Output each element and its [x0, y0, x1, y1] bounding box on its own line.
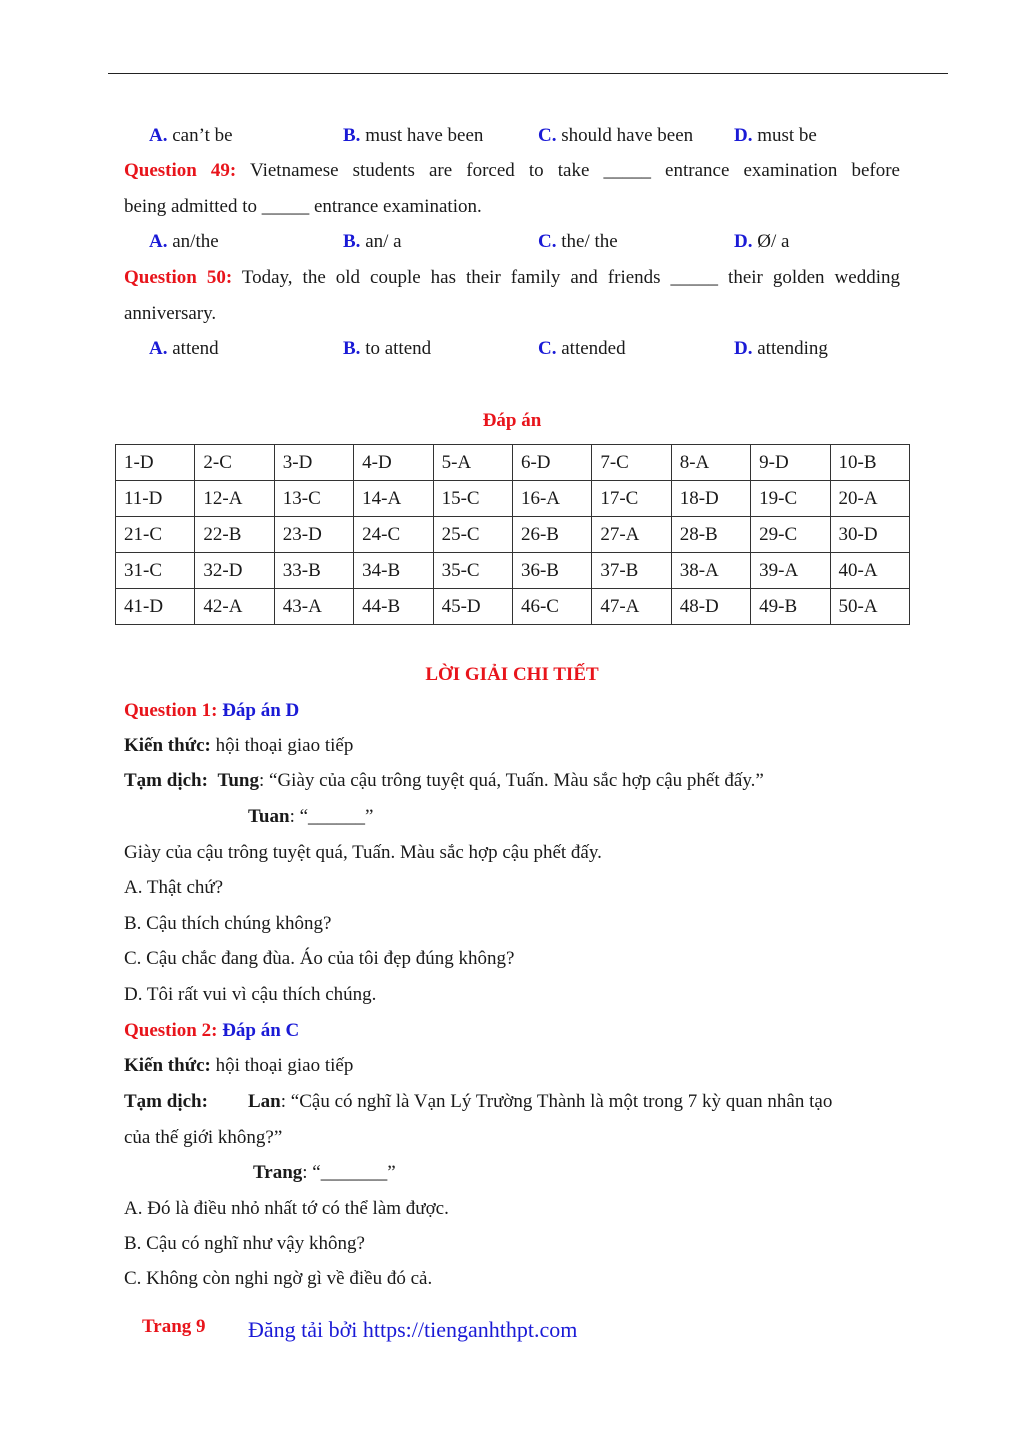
- answer-cell: 8-A: [671, 445, 750, 481]
- answer-cell: 2-C: [195, 445, 274, 481]
- solution-1-translation: Tạm dịch: Tung: “Giày của cậu trông tuyệt quá, Tuấn. Màu sắc hợp cậu phết đấy.”: [124, 770, 764, 791]
- q49-options: [149, 231, 909, 257]
- answer-cell: 12-A: [195, 481, 274, 517]
- answer-cell: 18-D: [671, 481, 750, 517]
- answer-cell: 43-A: [274, 589, 353, 625]
- answer-cell: 36-B: [512, 553, 591, 589]
- answer-row: [116, 589, 910, 625]
- answer-cell: 42-A: [195, 589, 274, 625]
- answer-cell: 11-D: [116, 481, 195, 517]
- answer-cell: 40-A: [830, 553, 909, 589]
- solution-2-translation: Tạm dịch:: [124, 1091, 208, 1112]
- answer-cell: 20-A: [830, 481, 909, 517]
- solution-2-knowledge: Kiến thức: hội thoại giao tiếp: [124, 1055, 354, 1076]
- answer-row: [116, 481, 910, 517]
- answer-cell: 6-D: [512, 445, 591, 481]
- answer-cell: 34-B: [354, 553, 433, 589]
- solution-2-body-2: C. Không còn nghi ngờ gì về điều đó cả.: [124, 1268, 433, 1289]
- option-c: C. should have been: [538, 125, 694, 146]
- answer-cell: 48-D: [671, 589, 750, 625]
- answer-cell: 24-C: [354, 517, 433, 553]
- question-49-line2: being admitted to _____ entrance examination.: [124, 196, 482, 217]
- option-d: D. must be: [734, 125, 817, 146]
- answer-key-title: Đáp án: [482, 410, 542, 431]
- answer-cell: 5-A: [433, 445, 512, 481]
- answer-cell: 13-C: [274, 481, 353, 517]
- answer-cell: 22-B: [195, 517, 274, 553]
- answer-cell: 33-B: [274, 553, 353, 589]
- solution-1-body-2: B. Cậu thích chúng không?: [124, 913, 332, 934]
- option-d: D. attending: [734, 338, 828, 359]
- solution-1-body-1: A. Thật chứ?: [124, 877, 224, 898]
- answer-cell: 39-A: [751, 553, 830, 589]
- option-c: C. the/ the: [538, 231, 618, 252]
- answer-cell: 10-B: [830, 445, 909, 481]
- answer-key-table: [115, 444, 910, 625]
- option-b: B. an/ a: [343, 231, 402, 252]
- answer-cell: 21-C: [116, 517, 195, 553]
- upload-link[interactable]: Đăng tải bởi https://tienganhthpt.com: [248, 1317, 578, 1342]
- solution-2-reply: Trang: “_______”: [253, 1162, 396, 1183]
- solution-2-heading: Question 2: Đáp án C: [124, 1020, 300, 1041]
- answer-row: [116, 445, 910, 481]
- solution-1-reply: Tuan: “______”: [248, 806, 374, 827]
- solution-title: LỜI GIẢI CHI TIẾT: [425, 664, 599, 685]
- answer-cell: 46-C: [512, 589, 591, 625]
- solution-1-body-4: D. Tôi rất vui vì cậu thích chúng.: [124, 984, 377, 1005]
- option-d: D. Ø/ a: [734, 231, 790, 252]
- answer-cell: 7-C: [592, 445, 671, 481]
- solution-1-knowledge: Kiến thức: hội thoại giao tiếp: [124, 735, 354, 756]
- answer-cell: 30-D: [830, 517, 909, 553]
- answer-row: [116, 517, 910, 553]
- option-a: A. attend: [149, 338, 219, 359]
- answer-cell: 50-A: [830, 589, 909, 625]
- solution-1-heading: Question 1: Đáp án D: [124, 700, 300, 721]
- solution-1-body-0: Giày của cậu trông tuyệt quá, Tuấn. Màu sắc hợp cậu phết đấy.: [124, 842, 602, 863]
- option-b: B. to attend: [343, 338, 432, 359]
- q48-options: [149, 125, 909, 151]
- answer-cell: 9-D: [751, 445, 830, 481]
- answer-cell: 49-B: [751, 589, 830, 625]
- option-a: A. can’t be: [149, 125, 233, 146]
- answer-cell: 47-A: [592, 589, 671, 625]
- answer-cell: 26-B: [512, 517, 591, 553]
- answer-cell: 31-C: [116, 553, 195, 589]
- answer-cell: 38-A: [671, 553, 750, 589]
- answer-cell: 27-A: [592, 517, 671, 553]
- question-49-line1: Question 49: Vietnamese students are forced to take _____ entrance examination before: [124, 160, 900, 181]
- option-a: A. an/the: [149, 231, 219, 252]
- solution-2-line-cont: của thế giới không?”: [124, 1127, 283, 1148]
- answer-cell: 28-B: [671, 517, 750, 553]
- option-b: B. must have been: [343, 125, 484, 146]
- answer-cell: 29-C: [751, 517, 830, 553]
- answer-cell: 32-D: [195, 553, 274, 589]
- solution-1-body-3: C. Cậu chắc đang đùa. Áo của tôi đẹp đúng không?: [124, 948, 515, 969]
- answer-cell: 1-D: [116, 445, 195, 481]
- answer-cell: 19-C: [751, 481, 830, 517]
- solution-2-body-0: A. Đó là điều nhỏ nhất tớ có thể làm được.: [124, 1198, 449, 1219]
- solution-2-body-1: B. Cậu có nghĩ như vậy không?: [124, 1233, 365, 1254]
- answer-row: [116, 553, 910, 589]
- answer-cell: 14-A: [354, 481, 433, 517]
- answer-cell: 17-C: [592, 481, 671, 517]
- answer-cell: 15-C: [433, 481, 512, 517]
- option-c: C. attended: [538, 338, 626, 359]
- answer-cell: 37-B: [592, 553, 671, 589]
- answer-cell: 4-D: [354, 445, 433, 481]
- answer-cell: 44-B: [354, 589, 433, 625]
- answer-cell: 41-D: [116, 589, 195, 625]
- answer-cell: 25-C: [433, 517, 512, 553]
- q50-options: [149, 338, 909, 364]
- question-50-line2: anniversary.: [124, 303, 217, 324]
- answer-cell: 16-A: [512, 481, 591, 517]
- page-number: Trang 9: [142, 1316, 206, 1337]
- answer-cell: 35-C: [433, 553, 512, 589]
- answer-cell: 3-D: [274, 445, 353, 481]
- header-rule: [108, 73, 948, 74]
- question-50-line1: Question 50: Today, the old couple has their family and friends _____ their golden wedding: [124, 267, 900, 288]
- solution-2-line: Lan: “Cậu có nghĩ là Vạn Lý Trường Thành là một trong 7 kỳ quan nhân tạo: [248, 1091, 833, 1112]
- answer-cell: 45-D: [433, 589, 512, 625]
- answer-cell: 23-D: [274, 517, 353, 553]
